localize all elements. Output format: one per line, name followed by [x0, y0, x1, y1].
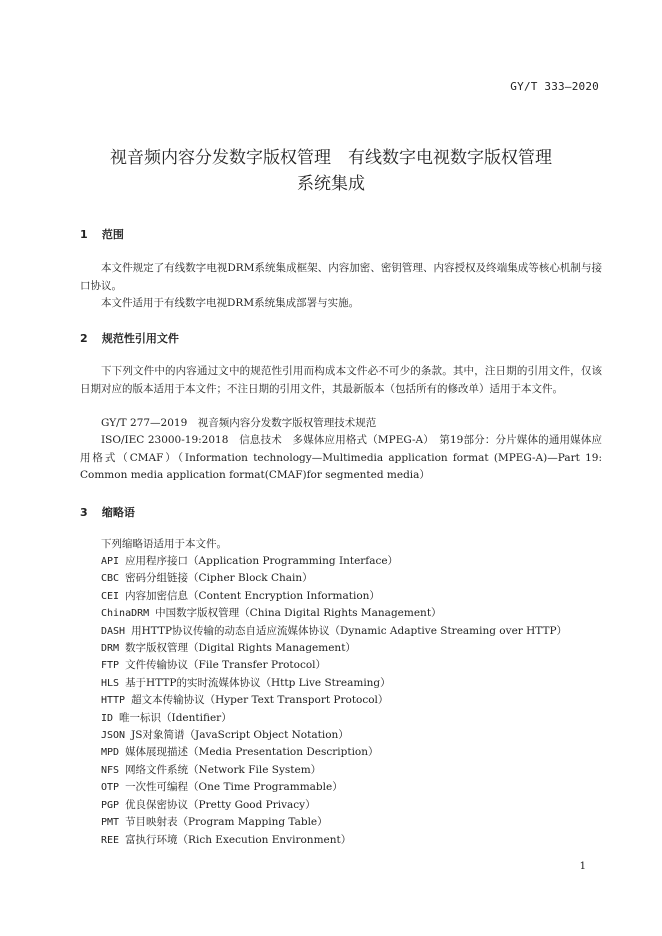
- abbreviation-definition: 文件传输协议（File Transfer Protocol）: [125, 659, 327, 672]
- abbreviation-code: JSON: [101, 730, 126, 742]
- abbreviation-item: [80, 762, 602, 779]
- section-1-number: 1: [80, 228, 88, 241]
- abbreviation-item: [80, 797, 602, 814]
- section-1-paragraph-1: 本文件规定了有线数字电视DRM系统集成框架、内容加密、密钥管理、内容授权及终端集成等核心机制与接口协议。: [80, 262, 602, 292]
- abbreviation-code: MPD: [101, 747, 120, 759]
- abbreviation-item: [80, 727, 602, 744]
- abbreviation-list: [80, 553, 602, 849]
- abbreviation-item: [80, 744, 602, 761]
- abbreviation-code: PGP: [101, 799, 120, 811]
- section-1-paragraph-2: 本文件适用于有线数字电视DRM系统集成部署与实施。: [101, 297, 360, 309]
- abbreviation-item: [80, 832, 602, 849]
- abbreviation-code: REE: [101, 834, 120, 846]
- reference-iso-iec-23000-19: ISO/IEC 23000-19:2018 信息技术 多媒体应用格式（MPEG-A） 第19部分：分片媒体的通用媒体应用格式（CMAF）（Information technology—Multimedia application format (MPEG-A)—Part 19: Common media application format(CMAF)for segmented media）: [80, 434, 602, 481]
- abbreviation-code: CBC: [101, 573, 120, 585]
- abbreviation-definition: 内容加密信息（Content Encryption Information）: [125, 589, 380, 602]
- abbreviation-item: [80, 657, 602, 674]
- abbreviation-definition: 基于HTTP的实时流媒体协议（Http Live Streaming）: [125, 676, 391, 689]
- section-2-title: 规范性引用文件: [101, 332, 179, 345]
- standard-number: GY/T 333—2020: [510, 80, 599, 93]
- abbreviation-definition: 优良保密协议（Pretty Good Privacy）: [125, 798, 316, 811]
- abbreviation-code: API: [101, 556, 120, 567]
- section-3-intro: 下列缩略语适用于本文件。: [101, 538, 227, 550]
- abbreviation-definition: 富执行环境（Rich Execution Environment）: [125, 833, 352, 846]
- abbreviation-definition: 密码分组链接（Cipher Block Chain）: [125, 572, 313, 585]
- abbreviation-item: [80, 675, 602, 692]
- reference-gy-t-277: GY/T 277—2019 视音频内容分发数字版权管理技术规范: [101, 417, 377, 429]
- abbreviation-definition: 媒体展现描述（Media Presentation Description）: [125, 746, 379, 759]
- abbreviation-code: FTP: [101, 660, 120, 672]
- section-3-title: 缩略语: [101, 506, 135, 519]
- abbreviation-code: ChinaDRM: [101, 608, 150, 620]
- section-1-title: 范围: [101, 228, 124, 241]
- abbreviation-item: [80, 814, 602, 831]
- page-number: 1: [579, 861, 586, 872]
- abbreviation-item: [80, 605, 602, 622]
- section-1-heading: [80, 226, 124, 242]
- abbreviation-item: [80, 623, 602, 640]
- abbreviation-code: HLS: [101, 677, 120, 689]
- abbreviation-definition: 网络文件系统（Network File System）: [125, 763, 322, 776]
- abbreviation-item: [80, 710, 602, 727]
- abbreviation-code: OTP: [101, 782, 120, 794]
- abbreviation-item: [80, 692, 602, 709]
- section-3-heading: [80, 504, 135, 520]
- abbreviation-code: HTTP: [101, 695, 126, 707]
- abbreviation-code: PMT: [101, 817, 120, 829]
- abbreviation-code: ID: [101, 712, 114, 724]
- abbreviation-code: CEI: [101, 590, 120, 602]
- abbreviation-item: [80, 553, 602, 570]
- abbreviation-definition: 节目映射表（Program Mapping Table）: [125, 816, 328, 829]
- abbreviation-definition: JS对象简谱（JavaScript Object Notation）: [131, 729, 349, 742]
- abbreviation-definition: 中国数字版权管理（China Digital Rights Management）: [155, 607, 442, 620]
- abbreviation-definition: 唯一标识（Identifier）: [119, 711, 232, 724]
- section-2-number: 2: [80, 332, 88, 345]
- abbreviation-item: [80, 779, 602, 796]
- section-2-paragraph-1: 下下列文件中的内容通过文中的规范性引用而构成本文件必不可少的条款。其中，注日期的引用文件，仅该日期对应的版本适用于本文件；不注日期的引用文件，其最新版本（包括所有的修改单）适用于本文件。: [80, 365, 602, 395]
- abbreviation-definition: 应用程序接口（Application Programming Interface）: [125, 555, 399, 567]
- abbreviation-code: NFS: [101, 764, 120, 776]
- abbreviation-definition: 一次性可编程（One Time Programmable）: [125, 781, 343, 794]
- section-3-number: 3: [80, 506, 88, 519]
- abbreviation-item: [80, 588, 602, 605]
- abbreviation-item: [80, 570, 602, 587]
- section-2-heading: [80, 330, 179, 346]
- abbreviation-definition: 数字版权管理（Digital Rights Management）: [125, 642, 356, 655]
- document-title-line-1: 视音频内容分发数字版权管理 有线数字电视数字版权管理: [110, 148, 552, 168]
- abbreviation-definition: 用HTTP协议传输的动态自适应流媒体协议（Dynamic Adaptive Streaming over HTTP）: [131, 624, 568, 637]
- document-title-line-2: 系统集成: [297, 174, 365, 194]
- abbreviation-definition: 超文本传输协议（Hyper Text Transport Protocol）: [131, 694, 389, 707]
- abbreviation-code: DRM: [101, 643, 120, 655]
- abbreviation-item: [80, 640, 602, 657]
- abbreviation-code: DASH: [101, 625, 126, 637]
